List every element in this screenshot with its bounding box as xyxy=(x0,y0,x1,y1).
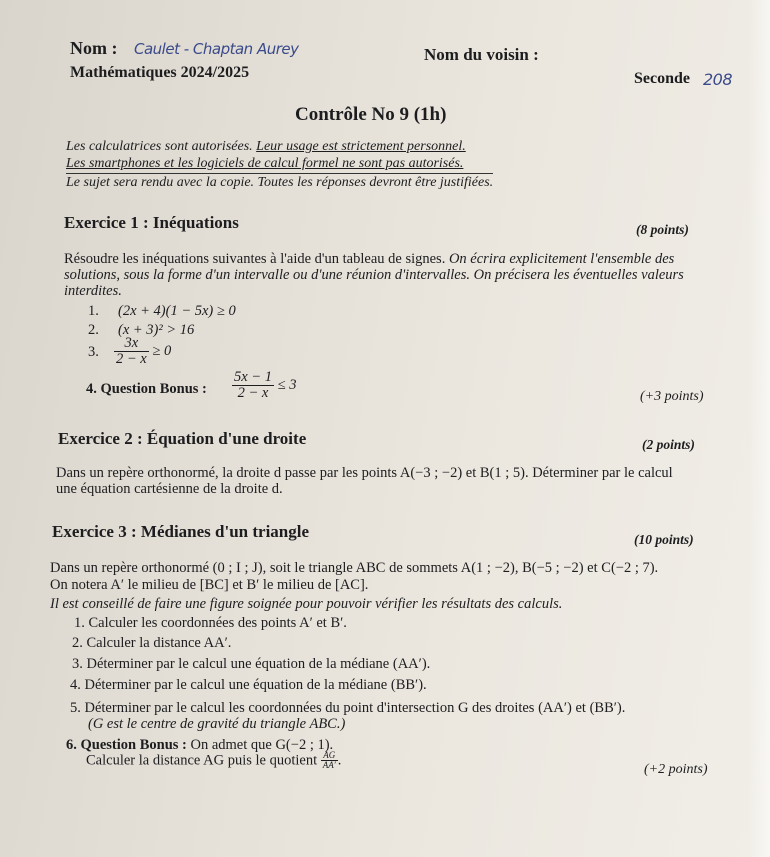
ex3-q6-points: (+2 points) xyxy=(644,762,708,777)
ex1-intro-line-2: solutions, sous la forme d'un intervalle ou d'une réunion d'intervalles. On précisera les éventuelles valeurs xyxy=(64,267,684,283)
ex2-line-1: Dans un repère orthonormé, la droite d passe par les points A(−3 ; −2) et B(1 ; 5). Déterminer par le calcul xyxy=(56,465,673,481)
ex1-q3-fraction xyxy=(114,336,149,367)
instruction-personal-use: Leur usage est strictement personnel. xyxy=(256,139,466,154)
ex1-intro-line-3: interdites. xyxy=(64,283,122,299)
instruction-line-3: Le sujet sera rendu avec la copie. Toutes les réponses devront être justifiées. xyxy=(66,175,494,190)
ex3-q2: 2. Calculer la distance AA′. xyxy=(72,635,232,651)
ex3-title: Exercice 3 : Médianes d'un triangle xyxy=(52,522,310,541)
ex1-q3-number: 3. xyxy=(88,344,99,360)
ex1-q4-relation: ≤ 3 xyxy=(277,377,297,394)
ex1-points: (8 points) xyxy=(636,222,689,237)
student-name-handwritten: Caulet - Chaptan Aurey xyxy=(134,40,299,58)
ex1-title: Exercice 1 : Inéquations xyxy=(64,213,239,232)
ex3-q6-task: Calculer la distance AG puis le quotient xyxy=(86,752,318,769)
ex1-q4-label: 4. Question Bonus : xyxy=(86,381,207,397)
class-number-handwritten: 208 xyxy=(703,70,733,89)
paper-edge-shading xyxy=(748,0,770,857)
ex3-q3: 3. Déterminer par le calcul une équation de la médiane (AA′). xyxy=(72,656,431,672)
ex1-q3-numerator: 3x xyxy=(114,336,149,352)
ex3-q6-label: 6. Question Bonus : xyxy=(66,737,187,753)
ex1-q4-numerator: 5x − 1 xyxy=(234,369,272,385)
ex3-q5-note: (G est le centre de gravité du triangle ABC.) xyxy=(88,716,346,732)
ex2-line-2: une équation cartésienne de la droite d. xyxy=(56,481,283,497)
ex1-q2-number: 2. xyxy=(88,322,99,338)
ex3-q1: 1. Calculer les coordonnées des points A′ et B′. xyxy=(74,615,347,631)
instruction-line-1 xyxy=(66,139,466,155)
ex3-line-2: On notera A′ le milieu de [BC] et B′ le milieu de [AC]. xyxy=(50,577,369,593)
instruction-line-2: Les smartphones et les logiciels de calcul formel ne sont pas autorisés. xyxy=(66,156,464,171)
ex3-q6-fraction xyxy=(321,751,338,771)
ex1-q3-denominator: 2 − x xyxy=(116,351,147,368)
ex3-line-3: Il est conseillé de faire une figure soignée pour pouvoir vérifier les résultats des calculs. xyxy=(50,596,563,612)
ex1-q3-relation: ≥ 0 xyxy=(152,343,172,360)
voisin-label: Nom du voisin : xyxy=(424,45,539,64)
ex1-q1-number: 1. xyxy=(88,303,99,319)
exam-title: Contrôle No 9 (1h) xyxy=(295,104,447,125)
ex1-q3 xyxy=(114,336,171,367)
ex3-q6-period: . xyxy=(337,752,342,769)
ex1-q4 xyxy=(232,370,296,401)
ex1-q1: (2x + 4)(1 − 5x) ≥ 0 xyxy=(118,303,236,319)
ex2-title: Exercice 2 : Équation d'une droite xyxy=(58,429,307,448)
ex1-q4-denominator: 2 − x xyxy=(237,385,269,402)
ex2-points: (2 points) xyxy=(642,437,695,452)
class-label: Seconde xyxy=(634,70,690,87)
ex1-intro-line-1 xyxy=(64,251,674,268)
subject-year: Mathématiques 2024/2025 xyxy=(70,64,250,81)
ex3-points: (10 points) xyxy=(634,532,694,547)
ex3-q6-given: On admet que G(−2 ; 1). xyxy=(190,737,334,753)
instruction-calculators: Les calculatrices sont autorisées. xyxy=(66,139,253,154)
ex1-q4-points: (+3 points) xyxy=(640,389,704,404)
ex1-intro-a: Résoudre les inéquations suivantes à l'aide d'un tableau de signes. xyxy=(64,251,446,267)
ex3-q6-denominator: AA′ xyxy=(322,760,336,771)
ex1-q2: (x + 3)² > 16 xyxy=(118,322,195,338)
ex1-q4-fraction xyxy=(232,370,274,401)
ex3-q4: 4. Déterminer par le calcul une équation de la médiane (BB′). xyxy=(70,677,427,693)
nom-label: Nom : xyxy=(70,38,118,58)
ex3-q6-line-2 xyxy=(86,751,341,771)
ex3-q6-numerator: AG xyxy=(321,751,338,761)
ex3-line-1: Dans un repère orthonormé (0 ; I ; J), soit le triangle ABC de sommets A(1 ; −2), B(−5 ; −2) et C(−2 ; 7). xyxy=(50,560,659,576)
ex1-intro-b: On écrira explicitement l'ensemble des xyxy=(448,251,675,267)
ex3-q5: 5. Déterminer par le calcul les coordonnées du point d'intersection G des droites (AA′) et (BB′). xyxy=(70,700,626,716)
